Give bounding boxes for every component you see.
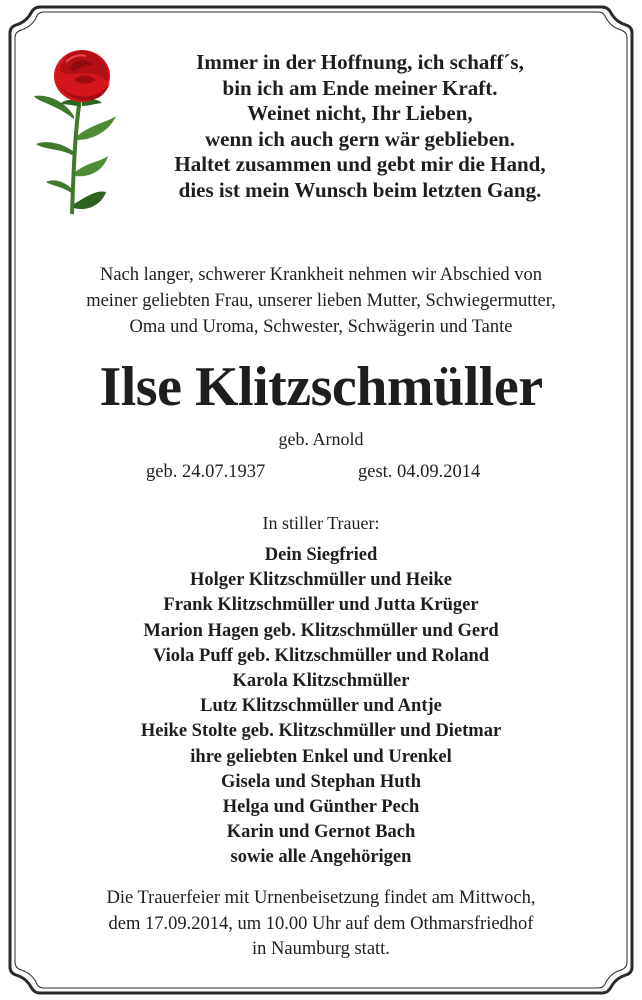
service-line: in Naumburg statt. [252,939,390,959]
mourner-line: Marion Hagen geb. Klitzschmüller und Gerd [143,620,499,641]
intro-line: Nach langer, schwerer Krankheit nehmen wir Abschied von [99,265,543,285]
poem [130,50,590,203]
poem-line: bin ich am Ende meiner Kraft. [222,75,498,100]
service-line: dem 17.09.2014, um 10.00 Uhr auf dem Othmarsfriedhof [108,913,534,934]
birth-name: geb. Arnold [278,429,364,449]
rose-icon [30,44,130,219]
mourners-list [0,543,642,871]
mourner-line: sowie alle Angehörigen [230,847,412,868]
mourner-line: Dein Siegfried [264,545,378,565]
intro-line: Oma und Uroma, Schwester, Schwägerin und Tante [129,317,513,337]
poem-line: Immer in der Hoffnung, ich schaff´s, [196,50,524,74]
intro-text [0,262,642,340]
deceased-name: Ilse Klitzschmüller [99,356,543,418]
poem-line: Weinet nicht, Ihr Lieben, [247,101,473,125]
poem-line: dies ist mein Wunsch beim letzten Gang. [178,177,542,202]
birth-date: geb. 24.07.1937 [146,462,266,482]
mourner-line: Karin und Gernot Bach [226,822,416,843]
mourner-line: ihre geliebten Enkel und Urenkel [190,746,452,767]
mourner-line: Holger Klitzschmüller und Heike [190,570,452,591]
mourner-line: Frank Klitzschmüller und Jutta Krüger [163,595,479,616]
mourner-line: Lutz Klitzschmüller und Antje [200,696,442,717]
mourner-line: Viola Puff geb. Klitzschmüller und Roland [152,645,490,666]
mourner-line: Gisela und Stephan Huth [221,771,421,792]
mourner-line: Karola Klitzschmüller [232,671,410,692]
mourner-line: Heike Stolte geb. Klitzschmüller und Dietmar [140,721,502,742]
intro-line: meiner geliebten Frau, unserer lieben Mutter, Schwiegermutter, [86,291,556,311]
service-info [0,886,642,963]
death-date: gest. 04.09.2014 [358,462,481,482]
mourning-heading: In stiller Trauer: [262,513,380,533]
poem-line: Haltet zusammen und gebt mir die Hand, [174,152,546,176]
poem-line: wenn ich auch gern wär geblieben. [205,126,515,151]
mourner-line: Helga und Günther Pech [222,797,420,818]
service-line: Die Trauerfeier mit Urnenbeisetzung findet am Mittwoch, [106,888,536,908]
